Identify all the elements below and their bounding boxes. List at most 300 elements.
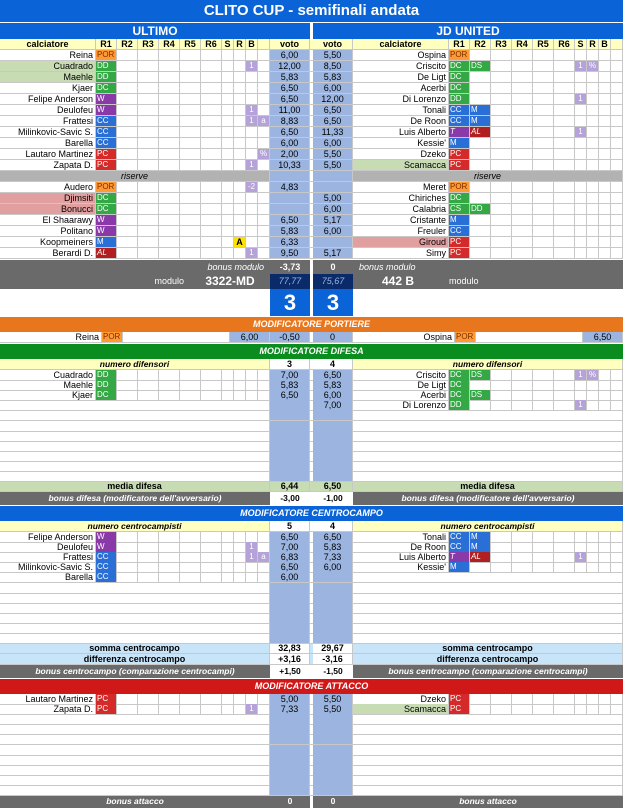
- player-name: Maehle: [0, 380, 96, 390]
- player-name: Cristante: [353, 215, 449, 225]
- starter-row: [0, 160, 623, 171]
- role-badge: PC: [449, 694, 470, 704]
- role-badge: T: [449, 127, 470, 137]
- role-badge: W: [96, 215, 117, 225]
- col-role: R6: [554, 39, 575, 49]
- role-badge: DD: [96, 380, 117, 390]
- role-badge: POR: [96, 182, 117, 192]
- vote-right: 6,50: [313, 116, 353, 126]
- role-badge: DC: [449, 390, 470, 400]
- reserve-row: [0, 226, 623, 237]
- vote-right: 6,50: [313, 370, 353, 380]
- role-badge: DD: [449, 94, 470, 104]
- role-badge: M: [449, 215, 470, 225]
- player-name: Ospina: [353, 50, 449, 60]
- role-badge: T: [449, 552, 470, 562]
- player-name: Bonucci: [0, 204, 96, 214]
- role-badge: W: [96, 226, 117, 236]
- role-badge: CC: [449, 105, 470, 115]
- vote-left: 6,00: [270, 572, 310, 582]
- vote-left: 6,50: [270, 532, 310, 542]
- vote-right: 7,33: [313, 552, 353, 562]
- player-name: Koopmeiners: [0, 237, 96, 247]
- vote-left: 6,50: [270, 94, 310, 104]
- bonus-modulo-left: -3,73: [279, 262, 301, 272]
- total-left: 77,77: [270, 274, 310, 289]
- player-name: Milinkovic-Savic S.: [0, 562, 96, 572]
- vote-left: 11,00: [270, 105, 310, 115]
- player-name: Luis Alberto: [353, 552, 449, 562]
- vote-left: 6,50: [270, 562, 310, 572]
- column-header-row: calciatore R1 R2 R3 R4 R5 R6 S R B voto voto calciatore R1 R2 R3 R4 R5 R6 S R B: [0, 39, 623, 50]
- player-name: Lautaro Martinez: [0, 694, 96, 704]
- vote-left: 9,50: [270, 248, 310, 258]
- vote-right: [313, 441, 353, 451]
- player-name: Maehle: [0, 72, 96, 82]
- starter-row: [0, 149, 623, 160]
- reserve-row: [0, 182, 623, 193]
- role-badge: PC: [449, 160, 470, 170]
- player-name: Tonali: [353, 105, 449, 115]
- role-badge: CC: [449, 116, 470, 126]
- vote-left: 7,00: [270, 542, 310, 552]
- vote-right: 6,00: [313, 83, 353, 93]
- role-badge: CC: [449, 532, 470, 542]
- col-role: R4: [159, 39, 180, 49]
- player-name: Simy: [353, 248, 449, 258]
- role-badge: PC: [96, 694, 117, 704]
- goals-left: 3: [270, 289, 310, 316]
- role-badge: W: [96, 532, 117, 542]
- vote-right: 5,17: [313, 215, 353, 225]
- role-badge: PC: [96, 160, 117, 170]
- vote-left: [270, 623, 310, 633]
- col-player: calciatore: [0, 39, 96, 49]
- vote-left: [270, 193, 310, 203]
- col-role: R2: [470, 39, 491, 49]
- vote-right: [313, 421, 353, 431]
- team-left-name: ULTIMO: [132, 24, 178, 38]
- vote-right: [313, 593, 353, 603]
- reserves-label-right: riserve: [353, 171, 623, 181]
- role-badge: DC: [449, 83, 470, 93]
- stat-badge: %: [587, 61, 599, 71]
- stat-badge: 1: [246, 160, 258, 170]
- vote-right: [313, 583, 353, 593]
- vote-left: 7,00: [270, 370, 310, 380]
- player-name: Di Lorenzo: [353, 400, 449, 410]
- player-name: De Roon: [353, 116, 449, 126]
- stat-badge: %: [587, 370, 599, 380]
- player-name: Frattesi: [0, 552, 96, 562]
- vote-left: 6,00: [270, 50, 310, 60]
- player-name: Meret: [353, 182, 449, 192]
- vote-left: 5,83: [270, 72, 310, 82]
- team-right-name: JD UNITED: [436, 24, 500, 38]
- vote-right: [313, 603, 353, 613]
- attack-modifier-band: MODIFICATORE ATTACCO: [0, 679, 623, 694]
- vote-right: 5,50: [313, 704, 353, 714]
- vote-left: 6,50: [270, 127, 310, 137]
- vote-right: 5,83: [313, 380, 353, 390]
- reserves-label-left: riserve: [0, 171, 270, 181]
- player-name: Tonali: [353, 532, 449, 542]
- vote-right: [313, 734, 353, 744]
- reserve-row: [0, 204, 623, 215]
- vote-left: [270, 593, 310, 603]
- vote-left: [270, 745, 310, 755]
- role-badge: M: [449, 138, 470, 148]
- col-role: R2: [117, 39, 138, 49]
- role-badge: M: [96, 237, 117, 247]
- vote-right: [313, 785, 353, 795]
- role-badge: POR: [96, 50, 117, 60]
- col-role: R5: [180, 39, 201, 49]
- stat-badge: a: [258, 116, 270, 126]
- vote-left: 5,83: [270, 380, 310, 390]
- attack-row: [0, 785, 623, 796]
- role-badge: CS: [449, 204, 470, 214]
- starter-row: [0, 72, 623, 83]
- role-badge: M: [470, 542, 491, 552]
- defense-row: [0, 471, 623, 482]
- vote-right: [313, 623, 353, 633]
- score-row: [0, 289, 623, 316]
- stat-badge: 1: [246, 704, 258, 714]
- stat-badge: 1: [246, 116, 258, 126]
- vote-left: [270, 431, 310, 441]
- vote-left: 6,50: [270, 83, 310, 93]
- stat-badge: 1: [575, 94, 587, 104]
- player-name: Felipe Anderson: [0, 94, 96, 104]
- starter-row: [0, 138, 623, 149]
- player-name: Acerbi: [353, 390, 449, 400]
- vote-left: [270, 734, 310, 744]
- role-badge: AL: [470, 127, 491, 137]
- midfield-modifier-band: MODIFICATORE CENTROCAMPO: [0, 506, 623, 521]
- role-badge: M: [470, 105, 491, 115]
- player-name: Kessie': [353, 138, 449, 148]
- role-badge: CC: [96, 138, 117, 148]
- role-badge: DC: [96, 204, 117, 214]
- role-badge: CC: [96, 127, 117, 137]
- vote-right: 6,00: [313, 138, 353, 148]
- vote-right: [313, 633, 353, 643]
- role-badge: M: [449, 562, 470, 572]
- vote-left: 5,00: [270, 694, 310, 704]
- vote-right: [313, 775, 353, 785]
- vote-left: [270, 755, 310, 765]
- player-name: Audero: [0, 182, 96, 192]
- player-name: Politano: [0, 226, 96, 236]
- vote-left: 6,83: [270, 552, 310, 562]
- vote-left: [270, 400, 310, 410]
- role-badge: CC: [449, 226, 470, 236]
- role-badge: PC: [449, 149, 470, 159]
- role-badge: CC: [449, 542, 470, 552]
- stat-badge: a: [258, 552, 270, 562]
- vote-right: 6,00: [313, 562, 353, 572]
- role-badge: AL: [470, 552, 491, 562]
- vote-left: [270, 775, 310, 785]
- stat-badge: 1: [246, 542, 258, 552]
- goals-right: 3: [313, 289, 353, 316]
- vote-left: [270, 633, 310, 643]
- player-name: Scamacca: [353, 704, 449, 714]
- vote-right: [313, 765, 353, 775]
- vote-left: [270, 471, 310, 481]
- vote-left: [270, 724, 310, 734]
- player-name: Frattesi: [0, 116, 96, 126]
- stat-badge: 1: [575, 370, 587, 380]
- player-name: Kjaer: [0, 83, 96, 93]
- stat-badge: 1: [575, 127, 587, 137]
- vote-left: 5,83: [270, 226, 310, 236]
- bonus-modulo-row: bonus modulo -3,73 0 bonus modulo: [0, 260, 623, 274]
- player-name: Reina: [0, 50, 96, 60]
- vote-left: [270, 461, 310, 471]
- role-badge: CC: [96, 572, 117, 582]
- role-badge: POR: [449, 50, 470, 60]
- role-badge: DC: [449, 72, 470, 82]
- role-badge: DD: [96, 72, 117, 82]
- midfield-diff-row: differenza centrocampo +3,16 -3,16 differenza centrocampo: [0, 654, 623, 665]
- vote-left: 4,83: [270, 182, 310, 192]
- vote-left: [270, 410, 310, 420]
- vote-right: [313, 461, 353, 471]
- teams-bar: [0, 22, 623, 39]
- role-badge: DC: [96, 193, 117, 203]
- role-badge: W: [96, 105, 117, 115]
- player-name: Kessie': [353, 562, 449, 572]
- gk-modifier-band: MODIFICATORE PORTIERE: [0, 317, 623, 332]
- vote-right: 6,50: [313, 532, 353, 542]
- formation-right: 442 B: [381, 274, 415, 288]
- stat-badge: -2: [246, 182, 258, 192]
- vote-left: [270, 204, 310, 214]
- player-name: El Shaarawy: [0, 215, 96, 225]
- stat-badge: %: [258, 149, 270, 159]
- player-name: Giroud: [353, 237, 449, 247]
- reserve-row: [0, 215, 623, 226]
- stat-badge: 1: [246, 105, 258, 115]
- vote-right: 5,50: [313, 160, 353, 170]
- player-name: Criscito: [353, 370, 449, 380]
- vote-left: 10,33: [270, 160, 310, 170]
- player-name: Deulofeu: [0, 105, 96, 115]
- player-name: Calabria: [353, 204, 449, 214]
- role-badge: DC: [96, 390, 117, 400]
- vote-right: 5,17: [313, 248, 353, 258]
- reserve-row: [0, 193, 623, 204]
- attack-bonus-row: bonus attacco 0 0 bonus attacco: [0, 795, 623, 808]
- vote-left: [270, 613, 310, 623]
- role-badge: PC: [96, 704, 117, 714]
- player-name: Deulofeu: [0, 542, 96, 552]
- player-name: De Ligt: [353, 380, 449, 390]
- role-badge: AL: [96, 248, 117, 258]
- role-badge: DC: [449, 380, 470, 390]
- player-name: Kjaer: [0, 390, 96, 400]
- vote-right: 12,00: [313, 94, 353, 104]
- vote-right: [313, 451, 353, 461]
- vote-right: 5,00: [313, 193, 353, 203]
- col-role: R5: [533, 39, 554, 49]
- vote-left: [270, 785, 310, 795]
- vote-right: 11,33: [313, 127, 353, 137]
- total-right: 75,67: [313, 274, 353, 289]
- midfield-sum-row: somma centrocampo 32,83 29,67 somma centrocampo: [0, 643, 623, 654]
- stat-badge: 1: [246, 552, 258, 562]
- col-role: R3: [491, 39, 512, 49]
- col-role: R6: [201, 39, 222, 49]
- vote-right: 5,50: [313, 149, 353, 159]
- player-name: Barella: [0, 572, 96, 582]
- role-badge: DC: [449, 61, 470, 71]
- role-badge: PC: [449, 248, 470, 258]
- formation-row: modulo 3322-MD 77,77 75,67 442 B modulo: [0, 274, 623, 289]
- stat-badge: 1: [575, 61, 587, 71]
- vote-right: 7,00: [313, 400, 353, 410]
- vote-left: 6,00: [270, 138, 310, 148]
- vote-left: [270, 451, 310, 461]
- vote-left: [270, 421, 310, 431]
- formation-left: 3322-MD: [205, 274, 255, 288]
- bonus-modulo-right: 0: [330, 262, 336, 272]
- vote-left: [270, 765, 310, 775]
- vote-left: 2,00: [270, 149, 310, 159]
- role-badge: DC: [449, 370, 470, 380]
- player-name: Cuadrado: [0, 370, 96, 380]
- col-role: R4: [512, 39, 533, 49]
- role-badge: CC: [96, 116, 117, 126]
- stat-badge: A: [234, 237, 246, 247]
- player-name: Zapata D.: [0, 160, 96, 170]
- vote-right: 5,50: [313, 694, 353, 704]
- vote-right: 6,00: [313, 226, 353, 236]
- vote-left: 12,00: [270, 61, 310, 71]
- midfield-row: [0, 633, 623, 644]
- vote-right: [313, 572, 353, 582]
- player-name: Dzeko: [353, 149, 449, 159]
- role-badge: DS: [470, 61, 491, 71]
- role-badge: POR: [449, 182, 470, 192]
- midfield-bonus-row: bonus centrocampo (comparazione centrocampi) +1,50 -1,50 bonus centrocampo (comparazione centrocampi): [0, 665, 623, 678]
- vote-left: 6,50: [270, 390, 310, 400]
- player-name: Luis Alberto: [353, 127, 449, 137]
- vote-right: 5,50: [313, 50, 353, 60]
- role-badge: PC: [96, 149, 117, 159]
- midfield-count-row: numero centrocampisti 5 4 numero centrocampisti: [0, 521, 623, 532]
- stat-badge: 1: [575, 552, 587, 562]
- col-role: R1: [449, 39, 470, 49]
- starter-row: [0, 50, 623, 61]
- col-role: R1: [96, 39, 117, 49]
- defense-bonus-row: bonus difesa (modificatore dell'avversario) -3,00 -1,00 bonus difesa (modificatore dell'avversario): [0, 492, 623, 505]
- role-badge: DS: [470, 390, 491, 400]
- role-badge: W: [96, 542, 117, 552]
- title-bar: CLITO CUP - semifinali andata: [0, 0, 623, 22]
- player-name: De Roon: [353, 542, 449, 552]
- player-name: De Ligt: [353, 72, 449, 82]
- vote-left: [270, 583, 310, 593]
- starter-row: [0, 105, 623, 116]
- role-badge: PC: [449, 704, 470, 714]
- player-name: Chiriches: [353, 193, 449, 203]
- vote-right: [313, 745, 353, 755]
- role-badge: DD: [470, 204, 491, 214]
- defense-count-row: numero difensori 3 4 numero difensori: [0, 359, 623, 370]
- role-badge: CC: [96, 562, 117, 572]
- vote-right: [313, 237, 353, 247]
- vote-right: 5,83: [313, 72, 353, 82]
- player-name: Scamacca: [353, 160, 449, 170]
- reserves-header-row: [0, 171, 623, 182]
- stat-badge: 1: [246, 248, 258, 258]
- starter-row: [0, 83, 623, 94]
- vote-right: 6,00: [313, 390, 353, 400]
- gk-modifier-row: Reina POR 6,00 -0,50 0 Ospina POR 6,50: [0, 332, 623, 343]
- vote-right: [313, 410, 353, 420]
- vote-left: [270, 441, 310, 451]
- vote-right: [313, 182, 353, 192]
- reserve-row: [0, 237, 623, 248]
- role-badge: W: [96, 94, 117, 104]
- vote-left: 7,33: [270, 704, 310, 714]
- player-name: Berardi D.: [0, 248, 96, 258]
- stat-badge: 1: [575, 400, 587, 410]
- vote-right: 8,50: [313, 61, 353, 71]
- role-badge: CC: [96, 552, 117, 562]
- vote-right: 5,83: [313, 542, 353, 552]
- player-name: Lautaro Martinez: [0, 149, 96, 159]
- vote-right: 6,00: [313, 204, 353, 214]
- starter-row: [0, 127, 623, 138]
- starter-row: [0, 61, 623, 72]
- reserve-row: [0, 248, 623, 259]
- player-name: Dzeko: [353, 694, 449, 704]
- player-name: Barella: [0, 138, 96, 148]
- vote-right: [313, 431, 353, 441]
- vote-right: 6,50: [313, 105, 353, 115]
- role-badge: DD: [449, 400, 470, 410]
- player-name: Acerbi: [353, 83, 449, 93]
- vote-right: [313, 471, 353, 481]
- defense-modifier-band: MODIFICATORE DIFESA: [0, 344, 623, 359]
- player-name: Freuler: [353, 226, 449, 236]
- role-badge: DS: [470, 370, 491, 380]
- col-role: R3: [138, 39, 159, 49]
- player-name: Felipe Anderson: [0, 532, 96, 542]
- vote-left: [270, 603, 310, 613]
- player-name: Cuadrado: [0, 61, 96, 71]
- player-name: Djimsiti: [0, 193, 96, 203]
- vote-right: [313, 714, 353, 724]
- player-name: Zapata D.: [0, 704, 96, 714]
- stat-badge: 1: [246, 61, 258, 71]
- starter-row: [0, 116, 623, 127]
- vote-left: 6,50: [270, 215, 310, 225]
- role-badge: M: [470, 116, 491, 126]
- vote-right: [313, 755, 353, 765]
- defense-avg-row: media difesa 6,44 6,50 media difesa: [0, 481, 623, 492]
- role-badge: DC: [96, 83, 117, 93]
- vote-left: 8,83: [270, 116, 310, 126]
- player-name: Di Lorenzo: [353, 94, 449, 104]
- role-badge: PC: [449, 237, 470, 247]
- role-badge: DD: [96, 61, 117, 71]
- player-name: Milinkovic-Savic S.: [0, 127, 96, 137]
